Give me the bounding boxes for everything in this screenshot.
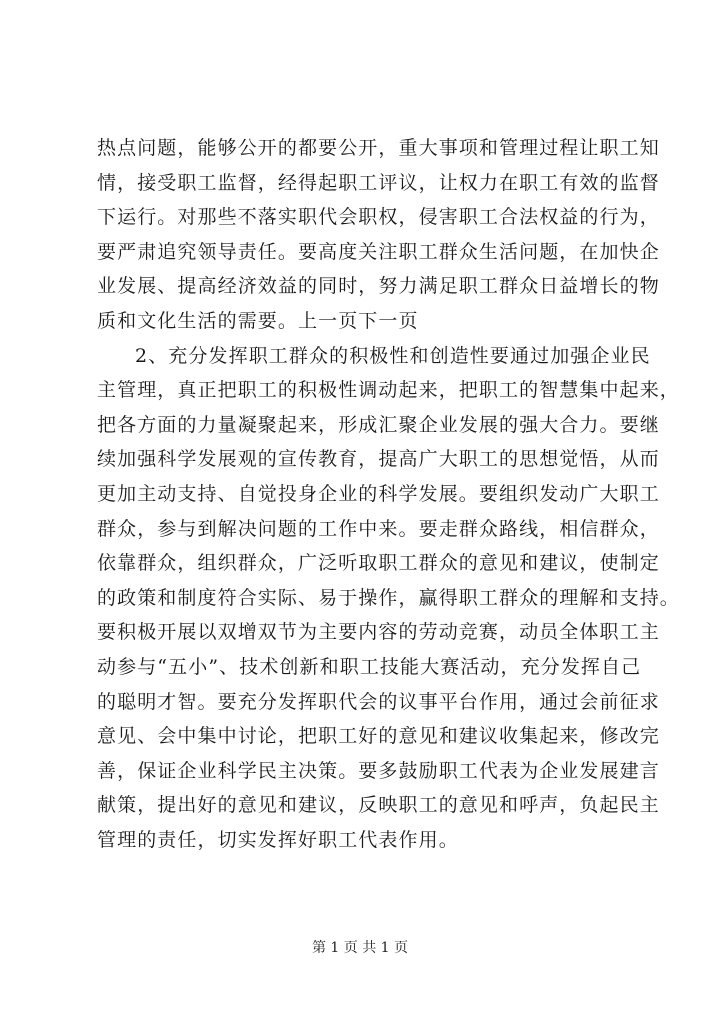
text-line: 的聪明才智。要充分发挥职代会的议事平台作用，通过会前征求 — [97, 690, 660, 713]
text-line: 群众，参与到解决问题的工作中来。要走群众路线，相信群众， — [97, 517, 660, 540]
text-line: 管理的责任，切实发挥好职工代表作用。 — [97, 828, 459, 851]
page-number-footer: 第 1 页 共 1 页 — [311, 940, 409, 956]
text-line: 续加强科学发展观的宣传教育，提高广大职工的思想觉悟，从而 — [97, 448, 660, 471]
text-line: 情，接受职工监督，经得起职工评议，让权力在职工有效的监督 — [97, 171, 660, 194]
text-line: 更加主动支持、自觉投身企业的科学发展。要组织发动广大职工 — [97, 482, 660, 505]
paragraph-2 — [97, 339, 680, 858]
text-line: 要严肃追究领导责任。要高度关注职工群众生活问题，在加快企 — [97, 240, 660, 263]
text-line: 热点问题，能够公开的都要公开，重大事项和管理过程让职工知 — [97, 137, 660, 159]
text-line: 要积极开展以双增双节为主要内容的劳动竞赛，动员全体职工主 — [97, 621, 660, 644]
text-line: 善，保证企业科学民主决策。要多鼓励职工代表为企业发展建言 — [97, 759, 660, 782]
paragraph-1 — [97, 131, 660, 339]
text-line: 依靠群众，组织群众，广泛听取职工群众的意见和建议，使制定 — [97, 552, 660, 575]
text-line: 动参与“五小”、技术创新和职工技能大赛活动，充分发挥自己 — [97, 655, 642, 678]
text-line: 意见、会中集中讨论，把职工好的意见和建议收集起来，修改完 — [97, 725, 660, 748]
text-line: 主管理，真正把职工的积极性调动起来，把职工的智慧集中起来， — [97, 379, 680, 402]
text-line: 的政策和制度符合实际、易于操作，赢得职工群众的理解和支持。 — [97, 586, 680, 609]
text-line: 献策，提出好的意见和建议，反映职工的意见和呼声，负起民主 — [97, 794, 660, 817]
text-line: 业发展、提高经济效益的同时，努力满足职工群众日益增长的物 — [97, 275, 660, 298]
text-line: 下运行。对那些不落实职代会职权，侵害职工合法权益的行为， — [97, 206, 660, 229]
body-text — [97, 131, 680, 857]
text-line: 把各方面的力量凝聚起来，形成汇聚企业发展的强大合力。要继 — [97, 413, 660, 436]
text-line: 2、充分发挥职工群众的积极性和创造性要通过加强企业民 — [135, 344, 651, 367]
text-line: 质和文化生活的需要。上一页下一页 — [97, 309, 419, 332]
